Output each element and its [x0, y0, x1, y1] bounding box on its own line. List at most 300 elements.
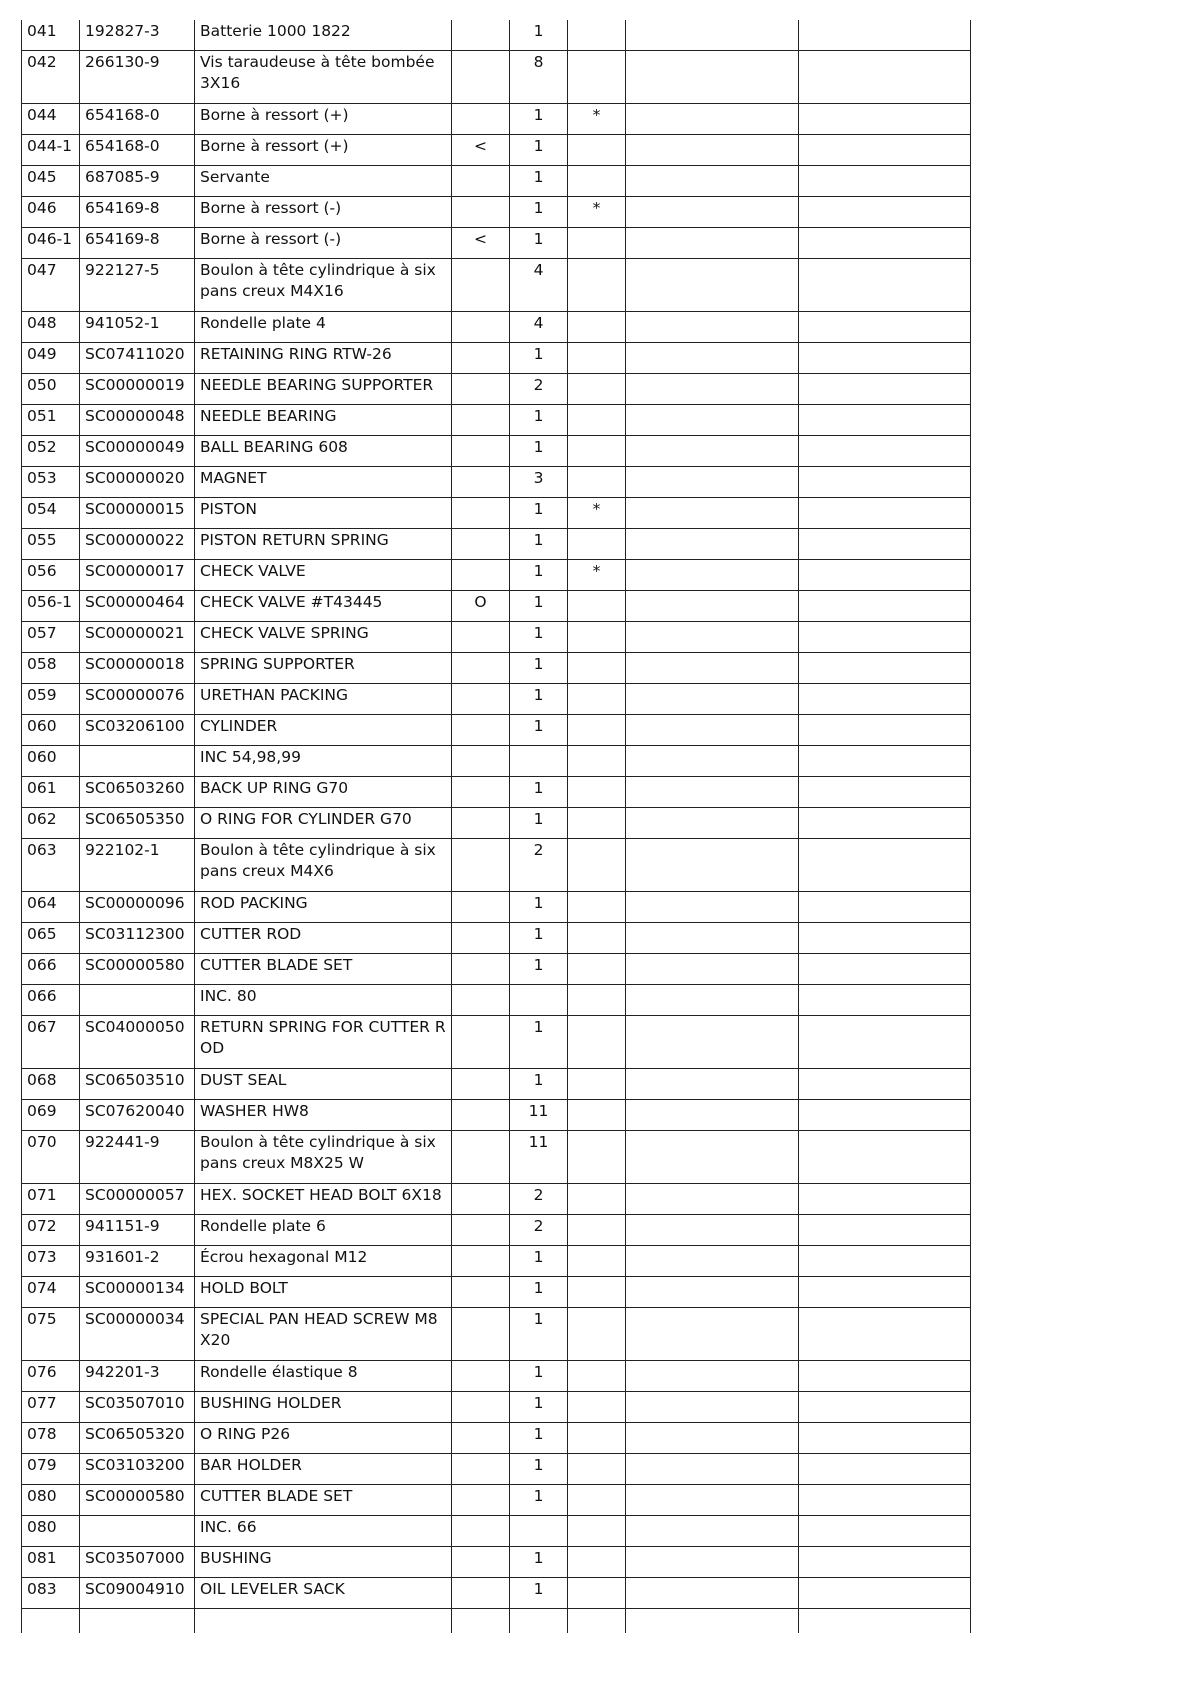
empty-cell [626, 1100, 799, 1131]
empty-cell [626, 777, 799, 808]
change-mark-cell: < [452, 135, 510, 166]
quantity-cell: 1 [510, 1485, 568, 1516]
empty-cell [799, 1423, 971, 1454]
item-number-cell: 063 [22, 839, 80, 892]
empty-cell [626, 104, 799, 135]
part-description-cell: Borne à ressort (+) [195, 104, 452, 135]
quantity-cell: 1 [510, 684, 568, 715]
empty-cell [568, 1609, 626, 1634]
empty-cell [799, 653, 971, 684]
part-number-cell: SC03507000 [80, 1547, 195, 1578]
note-mark-cell: * [568, 197, 626, 228]
item-number-cell: 081 [22, 1547, 80, 1578]
part-description-cell: Boulon à tête cylindrique à six pans creux M4X16 [195, 259, 452, 312]
change-mark-cell [452, 560, 510, 591]
quantity-cell: 1 [510, 135, 568, 166]
empty-cell [626, 1392, 799, 1423]
table-row [22, 467, 971, 498]
table-row [22, 405, 971, 436]
part-description-cell: CHECK VALVE SPRING [195, 622, 452, 653]
quantity-cell: 8 [510, 51, 568, 104]
empty-cell [626, 622, 799, 653]
item-number-cell: 072 [22, 1215, 80, 1246]
change-mark-cell [452, 374, 510, 405]
part-description-cell: CUTTER BLADE SET [195, 1485, 452, 1516]
item-number-cell: 083 [22, 1578, 80, 1609]
empty-cell [626, 1578, 799, 1609]
quantity-cell: 1 [510, 1578, 568, 1609]
change-mark-cell [452, 529, 510, 560]
item-number-cell: 056-1 [22, 591, 80, 622]
empty-cell [799, 1454, 971, 1485]
empty-cell [626, 1485, 799, 1516]
table-row [22, 343, 971, 374]
item-number-cell: 067 [22, 1016, 80, 1069]
part-description-cell: Borne à ressort (-) [195, 197, 452, 228]
part-description-cell: CHECK VALVE [195, 560, 452, 591]
table-row [22, 374, 971, 405]
quantity-cell: 4 [510, 259, 568, 312]
part-description-cell: BACK UP RING G70 [195, 777, 452, 808]
item-number-cell: 053 [22, 467, 80, 498]
empty-cell [22, 1609, 80, 1634]
note-mark-cell [568, 622, 626, 653]
empty-cell [626, 1016, 799, 1069]
empty-cell [799, 135, 971, 166]
note-mark-cell [568, 259, 626, 312]
empty-cell [626, 560, 799, 591]
empty-cell [799, 560, 971, 591]
item-number-cell: 069 [22, 1100, 80, 1131]
note-mark-cell [568, 985, 626, 1016]
note-mark-cell [568, 1277, 626, 1308]
empty-cell [799, 1069, 971, 1100]
note-mark-cell [568, 436, 626, 467]
empty-cell [626, 1516, 799, 1547]
quantity-cell [510, 985, 568, 1016]
part-number-cell: SC00000049 [80, 436, 195, 467]
item-number-cell: 048 [22, 312, 80, 343]
part-number-cell: SC07620040 [80, 1100, 195, 1131]
empty-cell [799, 839, 971, 892]
quantity-cell: 1 [510, 1361, 568, 1392]
item-number-cell: 057 [22, 622, 80, 653]
empty-cell [626, 1215, 799, 1246]
table-row [22, 715, 971, 746]
part-number-cell: SC00000134 [80, 1277, 195, 1308]
table-row [22, 1246, 971, 1277]
table-row [22, 1184, 971, 1215]
part-description-cell: INC. 66 [195, 1516, 452, 1547]
table-row [22, 954, 971, 985]
item-number-cell: 051 [22, 405, 80, 436]
part-number-cell: SC06503510 [80, 1069, 195, 1100]
part-description-cell: RETAINING RING RTW-26 [195, 343, 452, 374]
part-number-cell: SC06503260 [80, 777, 195, 808]
part-number-cell: SC00000018 [80, 653, 195, 684]
quantity-cell: 1 [510, 436, 568, 467]
part-number-cell: SC00000021 [80, 622, 195, 653]
part-description-cell: Rondelle plate 6 [195, 1215, 452, 1246]
part-description-cell: CUTTER BLADE SET [195, 954, 452, 985]
empty-cell [626, 197, 799, 228]
item-number-cell: 046 [22, 197, 80, 228]
part-number-cell: 654169-8 [80, 197, 195, 228]
note-mark-cell [568, 1100, 626, 1131]
empty-cell [799, 1361, 971, 1392]
part-number-cell: 192827-3 [80, 20, 195, 51]
quantity-cell: 1 [510, 20, 568, 51]
table-row [22, 529, 971, 560]
note-mark-cell [568, 529, 626, 560]
empty-cell [799, 312, 971, 343]
change-mark-cell [452, 1392, 510, 1423]
table-row [22, 197, 971, 228]
empty-cell [626, 954, 799, 985]
note-mark-cell [568, 954, 626, 985]
note-mark-cell [568, 1454, 626, 1485]
change-mark-cell [452, 954, 510, 985]
empty-cell [799, 808, 971, 839]
item-number-cell: 050 [22, 374, 80, 405]
empty-cell [80, 1609, 195, 1634]
empty-cell [799, 684, 971, 715]
parts-table-body [22, 20, 971, 1633]
quantity-cell [510, 1516, 568, 1547]
empty-cell [799, 197, 971, 228]
empty-cell [799, 1100, 971, 1131]
part-description-cell: Rondelle élastique 8 [195, 1361, 452, 1392]
quantity-cell: 1 [510, 808, 568, 839]
empty-cell [626, 1454, 799, 1485]
quantity-cell: 4 [510, 312, 568, 343]
note-mark-cell [568, 591, 626, 622]
change-mark-cell [452, 622, 510, 653]
part-number-cell: 922102-1 [80, 839, 195, 892]
empty-cell [626, 343, 799, 374]
empty-cell [626, 135, 799, 166]
note-mark-cell [568, 1578, 626, 1609]
part-number-cell: 942201-3 [80, 1361, 195, 1392]
part-description-cell: Borne à ressort (+) [195, 135, 452, 166]
change-mark-cell [452, 892, 510, 923]
part-description-cell: PISTON [195, 498, 452, 529]
table-row [22, 259, 971, 312]
part-number-cell: 941052-1 [80, 312, 195, 343]
part-number-cell: SC00000580 [80, 1485, 195, 1516]
table-row [22, 1016, 971, 1069]
item-number-cell: 080 [22, 1516, 80, 1547]
part-description-cell: Rondelle plate 4 [195, 312, 452, 343]
item-number-cell: 075 [22, 1308, 80, 1361]
note-mark-cell [568, 374, 626, 405]
note-mark-cell [568, 839, 626, 892]
change-mark-cell [452, 498, 510, 529]
part-number-cell: 654168-0 [80, 135, 195, 166]
table-row [22, 20, 971, 51]
table-row [22, 1578, 971, 1609]
part-description-cell: WASHER HW8 [195, 1100, 452, 1131]
note-mark-cell [568, 1423, 626, 1454]
item-number-cell: 070 [22, 1131, 80, 1184]
note-mark-cell [568, 135, 626, 166]
part-number-cell: SC00000096 [80, 892, 195, 923]
item-number-cell: 078 [22, 1423, 80, 1454]
part-description-cell: HEX. SOCKET HEAD BOLT 6X18 [195, 1184, 452, 1215]
quantity-cell: 1 [510, 405, 568, 436]
change-mark-cell [452, 197, 510, 228]
part-description-cell: RETURN SPRING FOR CUTTER ROD [195, 1016, 452, 1069]
change-mark-cell [452, 1454, 510, 1485]
empty-cell [626, 923, 799, 954]
table-row [22, 684, 971, 715]
part-description-cell: BAR HOLDER [195, 1454, 452, 1485]
table-row [22, 985, 971, 1016]
table-row [22, 1361, 971, 1392]
part-number-cell: SC00000464 [80, 591, 195, 622]
empty-cell [799, 591, 971, 622]
change-mark-cell [452, 1069, 510, 1100]
empty-cell [626, 405, 799, 436]
empty-cell [626, 746, 799, 777]
item-number-cell: 060 [22, 746, 80, 777]
note-mark-cell: * [568, 498, 626, 529]
note-mark-cell [568, 653, 626, 684]
item-number-cell: 066 [22, 954, 80, 985]
table-row-continuation [22, 1609, 971, 1634]
table-row [22, 839, 971, 892]
change-mark-cell [452, 1308, 510, 1361]
empty-cell [626, 498, 799, 529]
part-number-cell [80, 1516, 195, 1547]
part-description-cell: OIL LEVELER SACK [195, 1578, 452, 1609]
empty-cell [626, 1361, 799, 1392]
part-number-cell: SC00000019 [80, 374, 195, 405]
part-number-cell [80, 746, 195, 777]
part-description-cell: SPRING SUPPORTER [195, 653, 452, 684]
note-mark-cell [568, 51, 626, 104]
quantity-cell: 1 [510, 228, 568, 259]
empty-cell [799, 1246, 971, 1277]
empty-cell [799, 777, 971, 808]
table-row [22, 166, 971, 197]
part-description-cell: PISTON RETURN SPRING [195, 529, 452, 560]
note-mark-cell: * [568, 104, 626, 135]
item-number-cell: 064 [22, 892, 80, 923]
part-description-cell: INC. 80 [195, 985, 452, 1016]
note-mark-cell [568, 1361, 626, 1392]
change-mark-cell [452, 1277, 510, 1308]
note-mark-cell [568, 1215, 626, 1246]
note-mark-cell [568, 746, 626, 777]
change-mark-cell [452, 653, 510, 684]
item-number-cell: 079 [22, 1454, 80, 1485]
quantity-cell: 1 [510, 1069, 568, 1100]
empty-cell [799, 436, 971, 467]
note-mark-cell [568, 923, 626, 954]
change-mark-cell [452, 746, 510, 777]
empty-cell [799, 374, 971, 405]
empty-cell [626, 312, 799, 343]
empty-cell [626, 259, 799, 312]
quantity-cell: 1 [510, 343, 568, 374]
item-number-cell: 052 [22, 436, 80, 467]
change-mark-cell [452, 777, 510, 808]
empty-cell [799, 467, 971, 498]
quantity-cell: 11 [510, 1131, 568, 1184]
table-row [22, 1547, 971, 1578]
empty-cell [626, 1609, 799, 1634]
note-mark-cell [568, 228, 626, 259]
note-mark-cell [568, 343, 626, 374]
item-number-cell: 059 [22, 684, 80, 715]
part-description-cell: Vis taraudeuse à tête bombée 3X16 [195, 51, 452, 104]
quantity-cell: 1 [510, 498, 568, 529]
change-mark-cell [452, 51, 510, 104]
empty-cell [799, 1277, 971, 1308]
table-row [22, 560, 971, 591]
quantity-cell: 1 [510, 1277, 568, 1308]
empty-cell [799, 1547, 971, 1578]
table-row [22, 1423, 971, 1454]
change-mark-cell [452, 405, 510, 436]
item-number-cell: 065 [22, 923, 80, 954]
change-mark-cell [452, 808, 510, 839]
empty-cell [799, 51, 971, 104]
quantity-cell: 2 [510, 1184, 568, 1215]
note-mark-cell [568, 1069, 626, 1100]
part-number-cell: SC06505320 [80, 1423, 195, 1454]
empty-cell [799, 1516, 971, 1547]
change-mark-cell [452, 1547, 510, 1578]
change-mark-cell [452, 104, 510, 135]
part-number-cell: 654168-0 [80, 104, 195, 135]
quantity-cell: 1 [510, 777, 568, 808]
empty-cell [626, 1547, 799, 1578]
change-mark-cell [452, 923, 510, 954]
quantity-cell: 1 [510, 1454, 568, 1485]
part-number-cell: 654169-8 [80, 228, 195, 259]
quantity-cell: 1 [510, 1547, 568, 1578]
empty-cell [626, 374, 799, 405]
note-mark-cell [568, 715, 626, 746]
part-description-cell: Boulon à tête cylindrique à six pans creux M4X6 [195, 839, 452, 892]
table-row [22, 746, 971, 777]
empty-cell [626, 529, 799, 560]
quantity-cell: 1 [510, 560, 568, 591]
change-mark-cell [452, 1516, 510, 1547]
quantity-cell: 1 [510, 104, 568, 135]
part-number-cell [80, 985, 195, 1016]
quantity-cell: 1 [510, 622, 568, 653]
change-mark-cell [452, 715, 510, 746]
note-mark-cell: * [568, 560, 626, 591]
empty-cell [799, 529, 971, 560]
note-mark-cell [568, 166, 626, 197]
table-row [22, 892, 971, 923]
empty-cell [626, 51, 799, 104]
empty-cell [799, 166, 971, 197]
table-row [22, 51, 971, 104]
empty-cell [626, 591, 799, 622]
change-mark-cell [452, 985, 510, 1016]
empty-cell [799, 892, 971, 923]
quantity-cell: 1 [510, 166, 568, 197]
empty-cell [626, 228, 799, 259]
item-number-cell: 042 [22, 51, 80, 104]
empty-cell [799, 1392, 971, 1423]
quantity-cell: 1 [510, 1016, 568, 1069]
quantity-cell: 1 [510, 1392, 568, 1423]
item-number-cell: 074 [22, 1277, 80, 1308]
part-number-cell: 941151-9 [80, 1215, 195, 1246]
change-mark-cell [452, 684, 510, 715]
item-number-cell: 068 [22, 1069, 80, 1100]
part-number-cell: 922127-5 [80, 259, 195, 312]
empty-cell [626, 684, 799, 715]
empty-cell [626, 715, 799, 746]
empty-cell [626, 1184, 799, 1215]
note-mark-cell [568, 1308, 626, 1361]
table-row [22, 591, 971, 622]
change-mark-cell [452, 1361, 510, 1392]
table-row [22, 1392, 971, 1423]
empty-cell [799, 1578, 971, 1609]
part-description-cell: NEEDLE BEARING SUPPORTER [195, 374, 452, 405]
quantity-cell: 2 [510, 839, 568, 892]
quantity-cell: 1 [510, 591, 568, 622]
table-row [22, 228, 971, 259]
change-mark-cell: < [452, 228, 510, 259]
note-mark-cell [568, 312, 626, 343]
empty-cell [799, 1131, 971, 1184]
empty-cell [626, 892, 799, 923]
part-number-cell: 687085-9 [80, 166, 195, 197]
part-number-cell: SC00000017 [80, 560, 195, 591]
item-number-cell: 047 [22, 259, 80, 312]
empty-cell [626, 1423, 799, 1454]
part-description-cell: MAGNET [195, 467, 452, 498]
item-number-cell: 058 [22, 653, 80, 684]
quantity-cell: 1 [510, 1246, 568, 1277]
item-number-cell: 077 [22, 1392, 80, 1423]
parts-table [21, 20, 971, 1633]
item-number-cell: 076 [22, 1361, 80, 1392]
note-mark-cell [568, 777, 626, 808]
table-row [22, 104, 971, 135]
empty-cell [626, 166, 799, 197]
empty-cell [799, 405, 971, 436]
quantity-cell: 1 [510, 1308, 568, 1361]
part-number-cell: 922441-9 [80, 1131, 195, 1184]
table-row [22, 653, 971, 684]
table-row [22, 1308, 971, 1361]
item-number-cell: 049 [22, 343, 80, 374]
empty-cell [195, 1609, 452, 1634]
part-number-cell: SC00000048 [80, 405, 195, 436]
note-mark-cell [568, 1392, 626, 1423]
note-mark-cell [568, 1547, 626, 1578]
part-description-cell: CHECK VALVE #T43445 [195, 591, 452, 622]
table-row [22, 498, 971, 529]
empty-cell [799, 954, 971, 985]
quantity-cell: 2 [510, 374, 568, 405]
change-mark-cell [452, 1184, 510, 1215]
table-row [22, 1454, 971, 1485]
quantity-cell: 1 [510, 197, 568, 228]
part-number-cell: SC00000015 [80, 498, 195, 529]
quantity-cell: 11 [510, 1100, 568, 1131]
